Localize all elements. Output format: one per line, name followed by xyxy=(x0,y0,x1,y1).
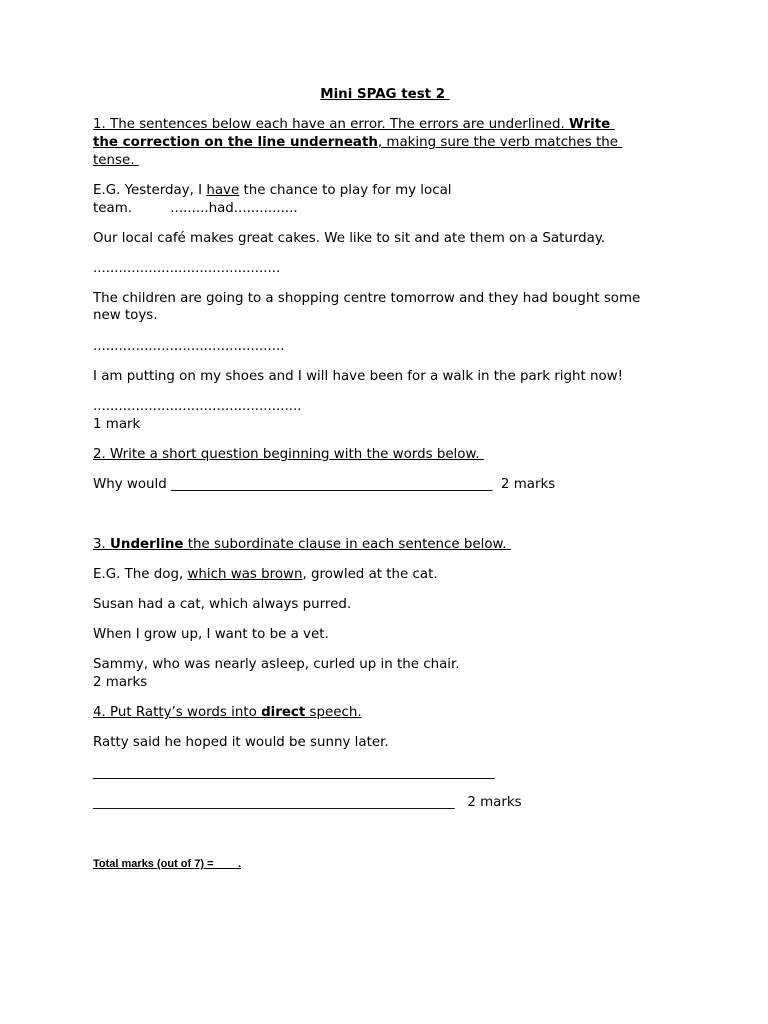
q1-instruction-line3: tense. xyxy=(93,153,139,168)
q3-marks: 2 marks xyxy=(93,675,148,690)
q3-sentence-2[interactable]: When I grow up, I want to be a vet. xyxy=(93,627,329,642)
q3-example-clause: which was brown xyxy=(187,567,303,582)
q4-sentence: Ratty said he hoped it would be sunny later. xyxy=(93,735,389,750)
q3-sentence-3[interactable]: Sammy, who was nearly asleep, curled up in the chair. xyxy=(93,657,460,672)
q4-answer-blank-1[interactable]: ____________________________________________________________ xyxy=(93,765,495,780)
q2-prompt: Why would xyxy=(93,477,172,492)
q1-example-line2: team. .........had............... xyxy=(93,201,298,216)
q4-heading-bold: direct xyxy=(261,705,306,720)
q1-marks: 1 mark xyxy=(93,417,141,432)
q4-heading-text-2: speech. xyxy=(305,705,362,720)
q1-sentence-2-line1: The children are going to a shopping centre tomorrow and they had bought some xyxy=(93,291,641,306)
q1-answer-line-2[interactable]: ............................................. xyxy=(93,339,285,354)
q3-example xyxy=(93,566,438,584)
q4-answer-blank-2[interactable]: ______________________________________________________ xyxy=(93,795,455,810)
q2-answer-blank[interactable]: ________________________________________________ xyxy=(171,477,493,492)
q1-example-line1 xyxy=(93,182,452,200)
q3-heading-bold: Underline xyxy=(110,537,184,552)
q2-heading: 2. Write a short question beginning with the words below. xyxy=(93,447,484,462)
q4-heading xyxy=(93,704,362,722)
q1-instruction-bold: Write xyxy=(569,117,615,132)
q1-example-text-2: the chance to play for my local xyxy=(239,183,452,198)
page-title: Mini SPAG test 2 xyxy=(320,87,450,102)
total-marks: Total marks (out of 7) = . xyxy=(93,858,242,870)
q2-marks: 2 marks xyxy=(492,477,556,492)
q1-instruction-text: 1. The sentences below each have an error. The errors are underlined. xyxy=(93,117,569,132)
q1-answer-line-1[interactable]: ............................................ xyxy=(93,261,281,276)
q1-sentence-2-line2: new toys. xyxy=(93,308,158,323)
q3-heading xyxy=(93,536,511,554)
q1-sentence-3: I am putting on my shoes and I will have been for a walk in the park right now! xyxy=(93,369,623,384)
q1-instruction-bold-2: the correction on the line underneath xyxy=(93,135,378,150)
q3-number: 3. xyxy=(93,537,111,552)
q3-sentence-1[interactable]: Susan had a cat, which always purred. xyxy=(93,597,352,612)
q1-answer-line-3[interactable]: ................................................. xyxy=(93,399,302,414)
q3-example-text-2: , growled at the cat. xyxy=(302,567,438,582)
q4-marks: 2 marks xyxy=(454,795,522,810)
q1-instruction-line2 xyxy=(93,134,622,152)
q3-heading-text: the subordinate clause in each sentence below. xyxy=(183,537,511,552)
q1-example-text: E.G. Yesterday, I xyxy=(93,183,207,198)
q3-example-text: E.G. The dog, xyxy=(93,567,188,582)
q4-heading-text: 4. Put Ratty’s words into xyxy=(93,705,262,720)
q4-answer-row-2 xyxy=(93,794,522,812)
q2-answer-row xyxy=(93,476,555,494)
q1-sentence-1: Our local café makes great cakes. We like to sit and ate them on a Saturday. xyxy=(93,231,606,246)
q1-instruction-line1 xyxy=(93,116,615,134)
q1-example-error: have xyxy=(206,183,240,198)
q1-instruction-text-2: , making sure the verb matches the xyxy=(377,135,623,150)
